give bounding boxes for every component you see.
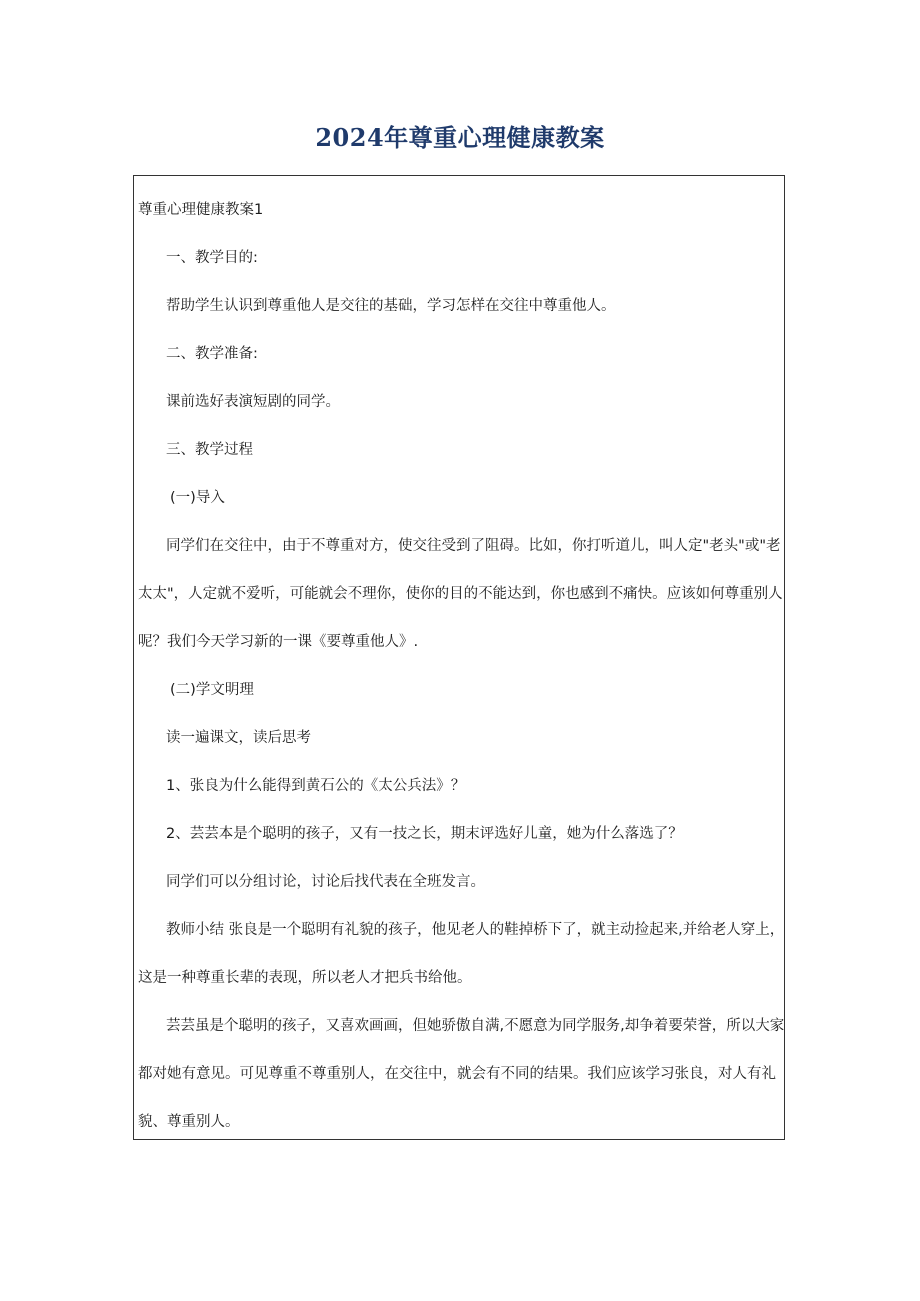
question-2: 2、芸芸本是个聪明的孩子，又有一技之长，期末评选好儿童，她为什么落选了？ bbox=[166, 826, 683, 842]
intro-line-1: 同学们在交往中，由于不尊重对方，使交往受到了阻碍。比如，你打听道儿，叫人定"老头"或"老 bbox=[166, 538, 781, 554]
intro-line-2: 太太"，人定就不爱听，可能就会不理你，使你的目的不能达到，你也感到不痛快。应该如何尊重别人 bbox=[138, 586, 783, 602]
goal-title: 一、教学目的: bbox=[166, 250, 258, 266]
summary-line-1: 教师小结 张良是一个聪明有礼貌的孩子，他见老人的鞋掉桥下了，就主动捡起来,并给老人穿上， bbox=[166, 922, 785, 938]
prep-text: 课前选好表演短剧的同学。 bbox=[166, 394, 340, 410]
yun-line-3: 貌、尊重别人。 bbox=[138, 1114, 240, 1130]
lesson-heading: 尊重心理健康教案1 bbox=[138, 202, 264, 218]
process-title: 三、教学过程 bbox=[166, 442, 253, 458]
question-1: 1、张良为什么能得到黄石公的《太公兵法》？ bbox=[166, 778, 466, 794]
yun-line-1: 芸芸虽是个聪明的孩子，又喜欢画画，但她骄傲自满,不愿意为同学服务,却争着要荣誉，所以大家 bbox=[166, 1018, 785, 1034]
yun-line-2: 都对她有意见。可见尊重不尊重别人，在交往中，就会有不同的结果。我们应该学习张良，对人有礼 bbox=[138, 1066, 776, 1082]
read-text: 读一遍课文，读后思考 bbox=[166, 730, 311, 746]
document-title: 2024年尊重心理健康教案 bbox=[315, 123, 605, 152]
summary-line-2: 这是一种尊重长辈的表现，所以老人才把兵书给他。 bbox=[138, 970, 472, 986]
study-title: (二)学文明理 bbox=[170, 682, 254, 698]
goal-text: 帮助学生认识到尊重他人是交往的基础，学习怎样在交往中尊重他人。 bbox=[166, 298, 616, 314]
intro-line-3: 呢？我们今天学习新的一课《要尊重他人》. bbox=[138, 634, 419, 650]
prep-title: 二、教学准备: bbox=[166, 346, 258, 362]
discuss-text: 同学们可以分组讨论，讨论后找代表在全班发言。 bbox=[166, 874, 485, 890]
content-box bbox=[133, 175, 785, 1140]
intro-title: (一)导入 bbox=[170, 490, 225, 506]
